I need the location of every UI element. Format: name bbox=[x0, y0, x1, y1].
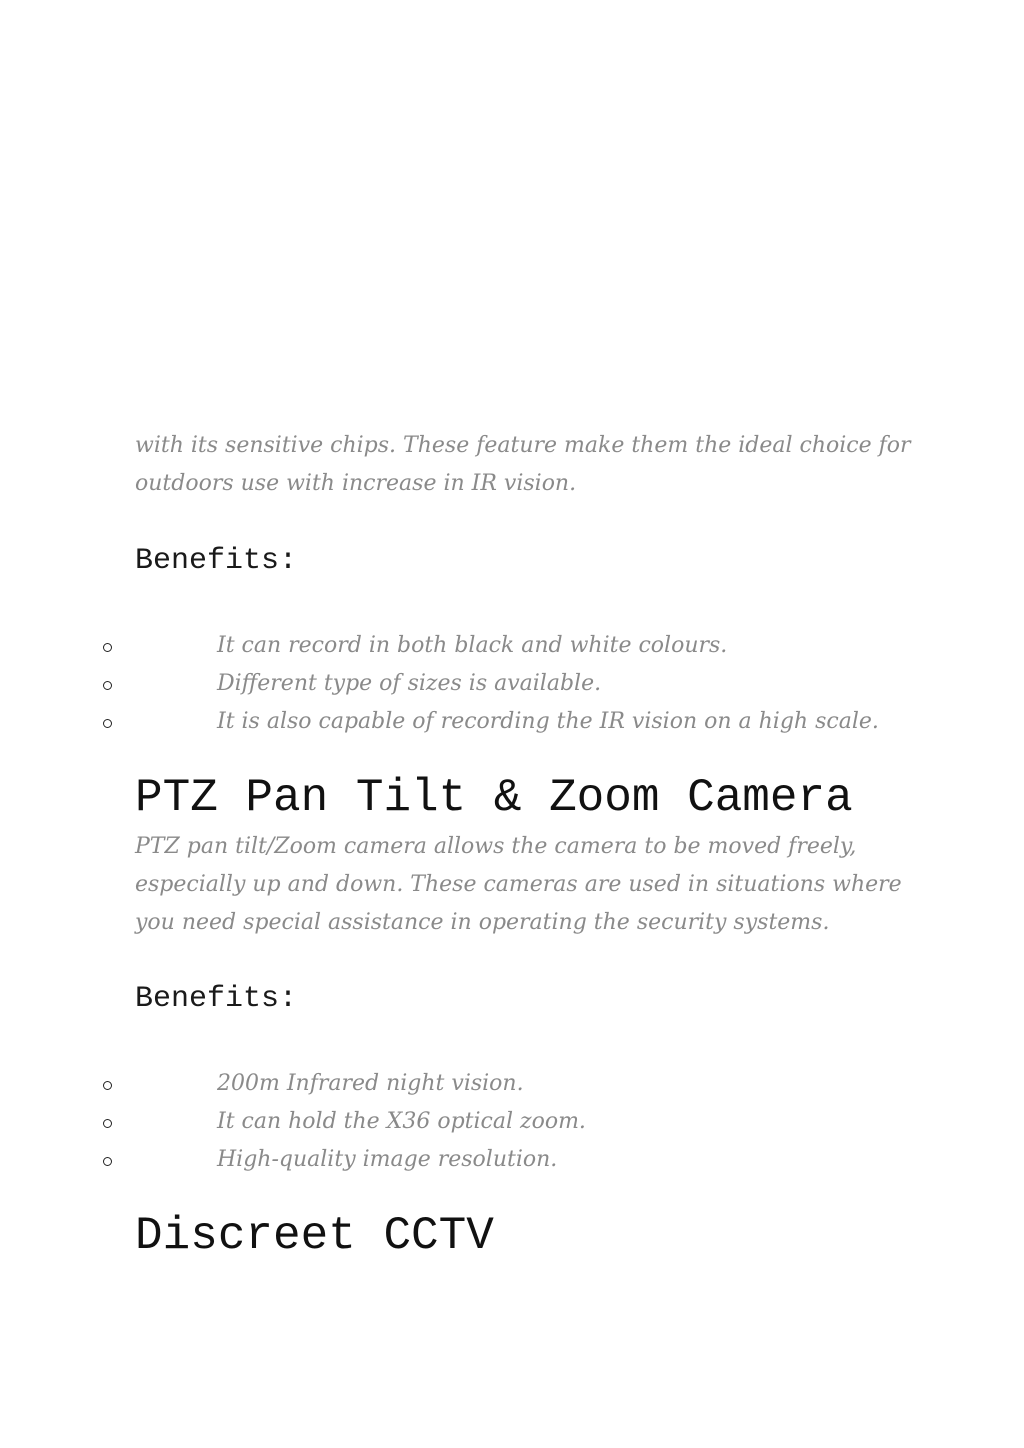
benefits-heading: Benefits: bbox=[135, 544, 298, 578]
description-line: especially up and down. These cameras are used in situations where bbox=[135, 872, 902, 897]
hollow-circle-bullet-icon bbox=[103, 643, 112, 652]
hollow-circle-bullet-icon bbox=[103, 681, 112, 690]
list-item bbox=[0, 632, 1024, 670]
section-heading-ptz: PTZ Pan Tilt & Zoom Camera bbox=[135, 772, 853, 824]
list-item bbox=[0, 1108, 1024, 1146]
hollow-circle-bullet-icon bbox=[103, 1157, 112, 1166]
hollow-circle-bullet-icon bbox=[103, 1081, 112, 1090]
list-item-text: High-quality image resolution. bbox=[217, 1147, 558, 1172]
list-item-text: Different type of sizes is available. bbox=[217, 671, 602, 696]
list-item bbox=[0, 708, 1024, 746]
list-item bbox=[0, 1146, 1024, 1184]
list-item-text: It can hold the X36 optical zoom. bbox=[217, 1109, 586, 1134]
benefits-heading: Benefits: bbox=[135, 982, 298, 1016]
hollow-circle-bullet-icon bbox=[103, 1119, 112, 1128]
benefits-list bbox=[0, 1070, 1024, 1184]
intro-line: with its sensitive chips. These feature make them the ideal choice for bbox=[135, 433, 911, 458]
description-line: PTZ pan tilt/Zoom camera allows the camera to be moved freely, bbox=[135, 834, 857, 859]
hollow-circle-bullet-icon bbox=[103, 719, 112, 728]
list-item-text: 200m Infrared night vision. bbox=[217, 1071, 524, 1096]
benefits-list bbox=[0, 632, 1024, 746]
section-heading-discreet-cctv: Discreet CCTV bbox=[135, 1210, 494, 1262]
list-item bbox=[0, 1070, 1024, 1108]
list-item bbox=[0, 670, 1024, 708]
description-line: you need special assistance in operating the security systems. bbox=[135, 910, 830, 935]
ptz-description bbox=[135, 828, 915, 942]
list-item-text: It is also capable of recording the IR vision on a high scale. bbox=[217, 709, 879, 734]
list-item-text: It can record in both black and white colours. bbox=[217, 633, 728, 658]
intro-line: outdoors use with increase in IR vision. bbox=[135, 471, 577, 496]
intro-paragraph bbox=[135, 427, 915, 503]
